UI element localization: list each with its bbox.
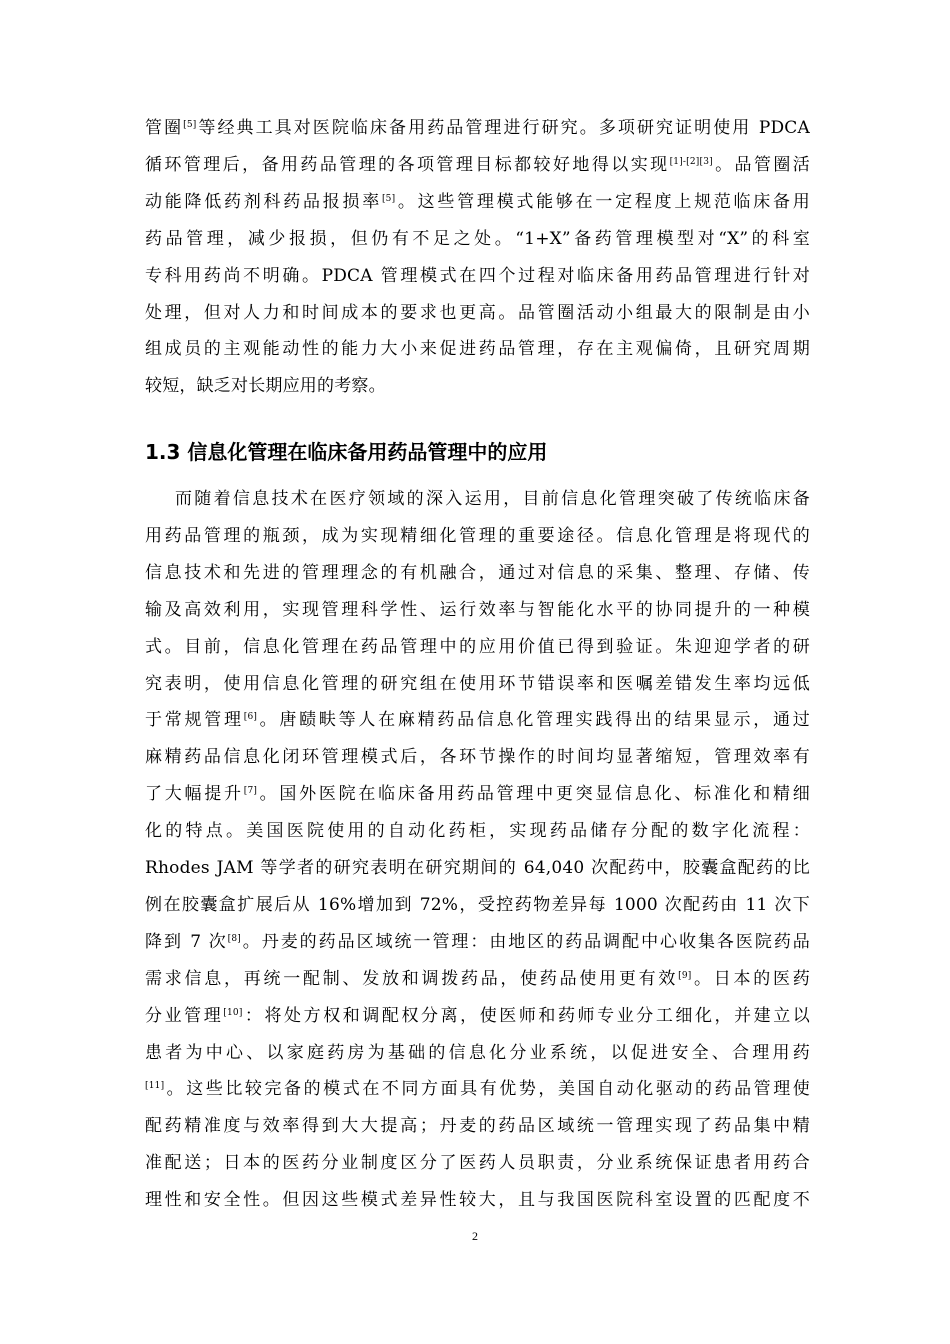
text-segment: 较短，缺乏对长期应用的考察。 [145,376,386,397]
text-segment: 例在胶囊盒扩展后从 16%增加到 72%，受控药物差异每 1000 次配药由 11 次下 [145,894,810,915]
citation-ref: [11] [145,1081,165,1092]
text-segment: 麻精药品信息化闭环管理模式后，各环节操作的时间均显著缩短，管理效率有 [145,747,810,768]
text-line [145,1035,810,1071]
text-segment: 等经典工具对医院临床备用药品管理进行研究。多项研究证明使用 PDCA [196,118,810,138]
text-line [145,887,810,923]
text-segment: 。品管圈活 [712,154,810,175]
text-line [145,850,810,886]
text-segment: 。唐赜畉等人在麻精药品信息化管理实践得出的结果显示，通过 [257,710,810,731]
text-segment: 究表明，使用信息化管理的研究组在使用环节错误率和医嘱差错发生率均远低 [145,673,810,694]
text-line [145,110,810,146]
text-segment: 输及高效利用，实现管理科学性、运行效率与智能化水平的协同提升的一种模 [145,599,810,620]
citation-ref: [8] [227,933,242,944]
text-line [145,518,810,554]
text-segment: 动能降低药剂科药品报损率 [145,191,382,212]
text-line [145,739,810,775]
text-line [145,555,810,591]
text-segment: 分业管理 [145,1005,224,1026]
text-line [145,184,810,220]
text-line [145,1108,810,1144]
text-line [145,147,810,183]
citation-ref: [1]-[2][3] [669,156,713,167]
text-segment: 准配送；日本的医药分业制度区分了医药人员职责，分业系统保证患者用药合 [145,1153,810,1174]
text-segment: 。日本的医药 [691,968,810,989]
text-segment: 药品管理，减少报损，但仍有不足之处。“1+X”备药管理模型对“X”的科室 [145,228,810,249]
text-line [145,998,810,1034]
citation-ref: [9] [678,970,692,981]
text-segment: 。这些比较完备的模式在不同方面具有优势，美国自动化驱动的药品管理使 [164,1079,810,1100]
text-segment: 循环管理后，备用药品管理的各项管理目标都较好地得以实现 [145,154,670,175]
text-segment: 用药品管理的瓶颈，成为实现精细化管理的重要途径。信息化管理是将现代的 [145,525,810,546]
text-segment: 管圈 [145,118,184,138]
text-segment: 组成员的主观能动性的能力大小来促进药品管理，存在主观偏倚，且研究周期 [145,339,810,360]
text-segment: 而随着信息技术在医疗领域的深入运用，目前信息化管理突破了传统临床备 [175,489,810,509]
text-segment: 了大幅提升 [145,784,244,805]
text-line [145,221,810,257]
text-line [145,1145,810,1181]
text-segment: 式。目前，信息化管理在药品管理中的应用价值已得到验证。朱迎迎学者的研 [145,636,810,657]
text-segment: 处理，但对人力和时间成本的要求也更高。品管圈活动小组最大的限制是由小 [145,302,810,323]
text-line [145,481,810,517]
text-line [145,702,810,738]
text-line [145,258,810,294]
text-line [145,295,810,331]
text-segment: 。国外医院在临床备用药品管理中更突显信息化、标准化和精细 [257,784,810,805]
text-segment: Rhodes JAM 等学者的研究表明在研究期间的 64,040 次配药中，胶囊盒配药的比 [145,858,810,878]
text-segment: 专科用药尚不明确。PDCA 管理模式在四个过程对临床备用药品管理进行针对 [145,265,810,286]
citation-ref: [5] [183,120,197,130]
text-line [145,776,810,812]
text-line [145,924,810,960]
text-segment: 化的特点。美国医院使用的自动化药柜，实现药品储存分配的数字化流程： [145,821,810,842]
text-segment: 患者为中心、以家庭药房为基础的信息化分业系统，以促进安全、合理用药 [145,1042,810,1063]
section-heading: 1.3 信息化管理在临床备用药品管理中的应用 [145,440,548,464]
text-segment: 需求信息，再统一配制、发放和调拨药品，使药品使用更有效 [145,968,679,989]
text-segment: 信息技术和先进的管理理念的有机融合，通过对信息的采集、整理、存储、传 [145,562,810,583]
page-number: 2 [472,1229,478,1243]
text-segment: 理性和安全性。但因这些模式差异性较大，且与我国医院科室设置的匹配度不 [145,1190,810,1211]
citation-ref: [5] [381,193,396,204]
text-segment: 配药精准度与效率得到大大提高；丹麦的药品区域统一管理实现了药品集中精 [145,1116,810,1137]
text-line [145,629,810,665]
text-segment: ：将处方权和调配权分离，使医师和药师专业分工细化，并建立以 [242,1005,810,1026]
text-segment: 。这些管理模式能够在一定程度上规范临床备用 [395,191,811,212]
text-line [145,1182,810,1218]
text-line [145,1071,810,1107]
citation-ref: [10] [223,1007,243,1018]
text-line [145,331,810,367]
text-segment: 降到 7 次 [145,931,228,952]
text-line [145,961,810,997]
citation-ref: [6] [243,712,258,723]
citation-ref: [7] [243,786,258,797]
text-segment: 。丹麦的药品区域统一管理：由地区的药品调配中心收集各医院药品 [241,931,810,952]
text-segment: 于常规管理 [145,710,244,731]
text-line [145,813,810,849]
text-line [145,592,810,628]
text-line [145,666,810,702]
text-line [145,368,810,404]
